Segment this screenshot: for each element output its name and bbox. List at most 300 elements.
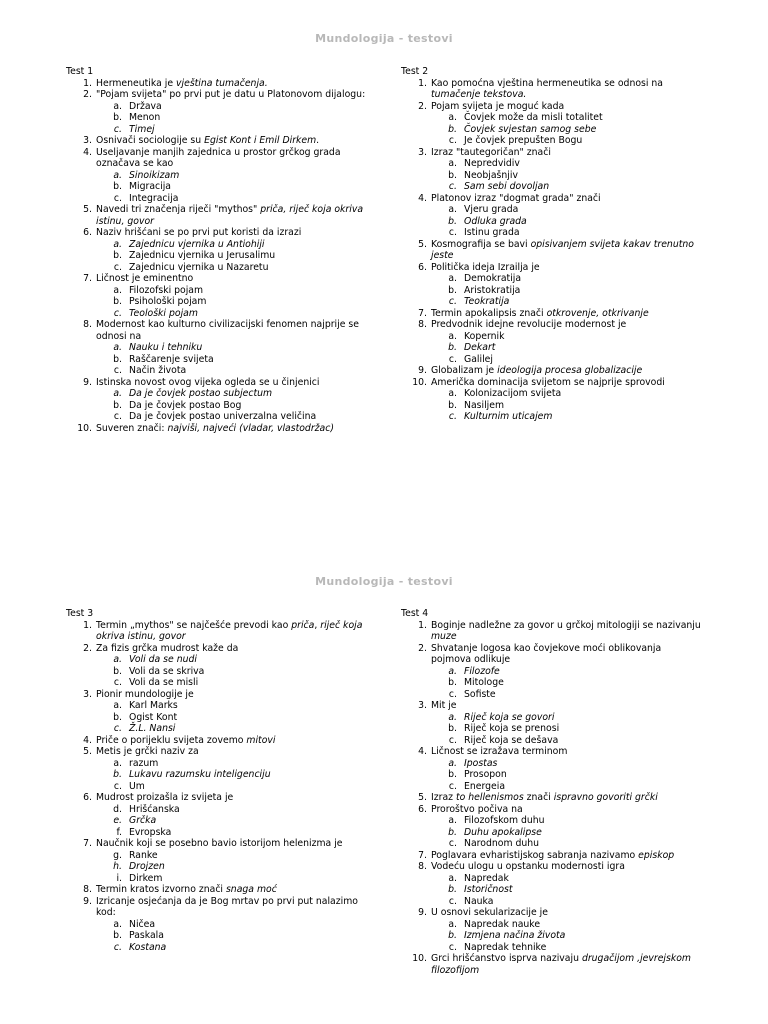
answer-letter: c.: [448, 838, 457, 849]
answer-letter: c.: [113, 365, 122, 376]
question-number: 4.: [83, 146, 92, 158]
question-text-part: znači: [523, 792, 554, 803]
answer-letter: b.: [448, 399, 457, 411]
answer-text: Grčka: [129, 815, 157, 826]
question-text: [431, 193, 601, 204]
question-number: 6.: [418, 261, 427, 273]
answer-option: [431, 712, 701, 724]
answer-text-italic: riječ koja okriva istinu, govor: [96, 619, 363, 642]
test-section: [66, 66, 366, 434]
question-item: [401, 804, 701, 850]
answer-option: [96, 181, 366, 193]
question-text: [96, 227, 301, 238]
answer-text: Riječ koja se dešava: [464, 734, 559, 746]
answer-letter: b.: [113, 250, 122, 261]
question-text: [96, 135, 319, 146]
answer-text: Da je čovjek postao Bog: [129, 399, 242, 411]
answer-letter: c.: [113, 261, 122, 273]
test-section: [401, 608, 701, 976]
answer-option: [431, 296, 701, 308]
answer-letter: b.: [113, 769, 122, 780]
question-number: 9.: [418, 365, 427, 376]
question-number: 1.: [418, 619, 427, 631]
answer-list: [431, 158, 701, 193]
question-text: [431, 907, 548, 918]
answer-letter: b.: [448, 769, 457, 780]
answer-list: [431, 758, 701, 793]
answer-list: [431, 815, 701, 850]
answer-list: [431, 273, 701, 308]
question-text: [96, 423, 334, 434]
question-text-part: Navedi tri značenja riječi "mythos": [96, 204, 261, 215]
answer-letter: c.: [448, 780, 457, 792]
answer-text: Lukavu razumsku inteligenciju: [129, 769, 271, 780]
answer-text: Čovjek može da misli totalitet: [464, 112, 603, 123]
answer-text: Narodnom duhu: [464, 838, 540, 849]
answer-text: Napredak: [464, 872, 509, 884]
answer-letter: c.: [113, 941, 122, 953]
answer-list: [431, 712, 701, 747]
answer-text: Filozofe: [464, 665, 500, 677]
answer-letter: d.: [113, 803, 122, 815]
question-text-part: Hermeneutika je: [96, 77, 177, 89]
answer-option: [431, 135, 701, 147]
answer-letter: f.: [116, 826, 122, 838]
answer-text: Zajednicu vjernika u Nazaretu: [129, 261, 269, 273]
answer-option: [431, 273, 701, 285]
question-text-part: Izraz: [431, 792, 456, 803]
answer-option: [431, 331, 701, 343]
question-item: [401, 319, 701, 365]
question-text: [431, 850, 674, 861]
answer-list: [96, 804, 366, 839]
question-text: [431, 700, 457, 711]
answer-letter: a.: [113, 100, 122, 112]
question-item: [66, 792, 366, 838]
question-number: 5.: [83, 204, 92, 215]
answer-text: Čovjek svjestan samog sebe: [464, 123, 597, 135]
answer-list: [96, 654, 366, 689]
question-text: [96, 319, 359, 342]
answer-text: Filozofski pojam: [129, 284, 204, 296]
answer-text: Zajednicu vjernika u Jerusalimu: [129, 250, 276, 261]
answer-text: Način života: [129, 365, 187, 376]
question-item: [66, 884, 366, 896]
question-text-part: Boginje nadležne za govor u grčkoj mitologiji se nazivanju: [431, 619, 701, 631]
answer-text: Kopernik: [464, 330, 505, 342]
question-item: [401, 850, 701, 862]
answer-option: [96, 400, 366, 412]
answer-letter: a.: [448, 204, 457, 215]
answer-option: [96, 308, 366, 320]
answer-option: [96, 101, 366, 113]
answer-option: [96, 942, 366, 954]
answer-letter: b.: [113, 711, 122, 723]
answer-option: [96, 112, 366, 124]
question-text-part: .: [316, 135, 320, 146]
question-list: [401, 78, 701, 423]
question-number: 1.: [418, 77, 427, 89]
answer-text: Izmjena načina života: [464, 930, 566, 941]
answer-option: [431, 769, 701, 781]
answer-text: Kostana: [129, 941, 167, 953]
question-text: [96, 792, 233, 803]
answer-option: [96, 342, 366, 354]
answer-text-italic: najviši, najveći (vladar, vlastodržac): [167, 422, 334, 434]
answer-list: [431, 112, 701, 147]
answer-text: Država: [129, 100, 162, 112]
question-text: [96, 377, 320, 388]
answer-option: [96, 239, 366, 251]
question-item: [66, 135, 366, 147]
question-text: [431, 746, 567, 757]
answer-option: [431, 873, 701, 885]
answer-text: Voli da se skriva: [129, 665, 205, 677]
answer-text-italic: Egist Kont i Emil Dirkem: [204, 135, 317, 146]
question-number: 9.: [418, 907, 427, 918]
answer-letter: c.: [448, 227, 457, 238]
answer-option: [96, 804, 366, 816]
question-number: 5.: [418, 238, 427, 250]
answer-text-italic: vještina tumačenja.: [176, 77, 268, 89]
answer-option: [96, 919, 366, 931]
answer-list: [96, 850, 366, 885]
question-number: 7.: [418, 849, 427, 861]
answer-text: Filozofskom duhu: [464, 815, 545, 826]
answer-letter: a.: [448, 112, 457, 123]
answer-letter: b.: [448, 677, 457, 688]
answer-letter: b.: [448, 169, 457, 181]
answer-text: Ogist Kont: [129, 711, 178, 723]
question-item: [66, 896, 366, 954]
answer-text-italic: muze: [431, 631, 457, 642]
answer-option: [96, 850, 366, 862]
question-text-part: Izraz "tautegoričan" znači: [431, 146, 551, 158]
answer-letter: c.: [113, 677, 122, 688]
answer-letter: c.: [113, 780, 122, 792]
answer-text: Ipostas: [464, 757, 498, 769]
question-text-part: Politička ideja Izrailja je: [431, 261, 540, 273]
question-text-part: U osnovi sekularizacije je: [431, 907, 548, 918]
answer-text: Ranke: [129, 849, 158, 861]
question-text-part: Osnivači sociologije su: [96, 135, 205, 146]
answer-text-italic: otkrovenje, otkrivanje: [546, 307, 649, 319]
answer-text: Migracija: [129, 181, 171, 192]
answer-letter: b.: [448, 930, 457, 941]
question-text-part: Vodeću ulogu u opstanku modernosti igra: [431, 861, 625, 872]
answer-text: Energeia: [464, 780, 506, 792]
question-text: [96, 643, 238, 654]
question-text: [96, 147, 341, 170]
answer-option: [96, 723, 366, 735]
answer-option: [431, 158, 701, 170]
question-text-part: Naučnik koji se posebno bavio istorijom helenizma je: [96, 838, 343, 849]
answer-list: [96, 170, 366, 205]
answer-option: [96, 365, 366, 377]
question-number: 8.: [418, 861, 427, 872]
question-text-part: Istinska novost ovog vijeka ogleda se u činjenici: [96, 376, 320, 388]
answer-text-italic: priča, riječ koja okriva istinu, govor: [96, 204, 364, 227]
answer-option: [431, 124, 701, 136]
answer-option: [96, 262, 366, 274]
answer-list: [431, 873, 701, 908]
question-text: [96, 735, 275, 746]
answer-option: [96, 654, 366, 666]
question-text-part: Kao pomoćna vještina hermeneutika se odnosi na: [431, 77, 663, 89]
answer-option: [431, 388, 701, 400]
answer-letter: c.: [448, 734, 457, 746]
answer-option: [431, 930, 701, 942]
answer-letter: c.: [448, 895, 457, 907]
question-item: [66, 377, 366, 423]
answer-text: Duhu apokalipse: [464, 826, 542, 838]
test-title: Test 2: [401, 66, 429, 77]
question-item: [66, 204, 366, 227]
question-text-part: Za fizis grčka mudrost kaže da: [96, 642, 239, 654]
answer-option: [431, 354, 701, 366]
question-item: [66, 746, 366, 792]
answer-letter: a.: [113, 284, 122, 296]
answer-option: [431, 204, 701, 216]
question-number: 8.: [83, 884, 92, 895]
question-number: 1.: [83, 77, 92, 89]
answer-text: Riječ koja se govori: [464, 711, 555, 723]
answer-letter: b.: [113, 353, 122, 365]
question-list: [66, 78, 366, 435]
question-item: [401, 365, 701, 377]
answer-option: [96, 815, 366, 827]
answer-option: [431, 815, 701, 827]
question-item: [401, 620, 701, 643]
answer-option: [96, 769, 366, 781]
answer-option: [431, 781, 701, 793]
answer-text: Demokratija: [464, 273, 522, 284]
question-text: [431, 319, 626, 330]
answer-text: Dekart: [464, 342, 496, 353]
answer-option: [431, 666, 701, 678]
answer-text: Nauku i tehniku: [129, 342, 203, 353]
question-item: [66, 227, 366, 273]
question-text-part: Globalizam je: [431, 365, 498, 376]
answer-option: [431, 896, 701, 908]
answer-letter: c.: [113, 723, 122, 734]
question-number: 3.: [418, 146, 427, 158]
answer-letter: h.: [113, 861, 122, 872]
question-number: 6.: [83, 792, 92, 803]
answer-option: [96, 700, 366, 712]
question-item: [66, 620, 366, 643]
answer-letter: a.: [113, 654, 122, 665]
answer-letter: c.: [113, 307, 122, 319]
answer-option: [431, 170, 701, 182]
answer-letter: a.: [113, 918, 122, 930]
answer-option: [431, 827, 701, 839]
answer-list: [96, 700, 366, 735]
answer-text: Menon: [129, 112, 161, 123]
test-title: Test 4: [401, 608, 429, 619]
question-text: [431, 78, 663, 101]
question-number: 4.: [418, 192, 427, 204]
answer-letter: a.: [113, 388, 122, 399]
answer-text: Raščarenje svijeta: [129, 353, 214, 365]
question-item: [66, 147, 366, 205]
answer-option: [431, 689, 701, 701]
question-text-part: Suveren znači:: [96, 422, 168, 434]
question-text-part: Predvodnik idejne revolucije modernost je: [431, 319, 627, 330]
question-text-part: Kosmografija se bavi: [431, 238, 531, 250]
answer-letter: a.: [448, 757, 457, 769]
test-section: [66, 608, 366, 953]
answer-letter: c.: [448, 411, 457, 422]
question-number: 8.: [83, 319, 92, 330]
answer-text: Evropska: [129, 826, 172, 838]
answer-text: Da je čovjek postao subjectum: [129, 388, 273, 399]
question-text-part: Modernost kao kulturno civilizacijski fenomen najprije se odnosi na: [96, 319, 359, 342]
answer-text: Timej: [129, 123, 155, 135]
question-text: [96, 78, 268, 89]
question-text-part: ,: [314, 619, 321, 631]
answer-list: [96, 239, 366, 274]
answer-letter: c.: [113, 192, 122, 204]
answer-list: [431, 666, 701, 701]
question-text-part: Poglavara evharistijskog sabranja nazivamo: [431, 849, 639, 861]
answer-text: Teološki pojam: [129, 307, 198, 319]
question-item: [66, 78, 366, 90]
question-text: [96, 89, 365, 100]
answer-text: Aristokratija: [464, 284, 521, 296]
answer-letter: a.: [113, 169, 122, 181]
answer-option: [96, 781, 366, 793]
question-text-part: Izricanje osjećanja da je Bog mrtav po prvi put nalazimo kod:: [96, 895, 358, 918]
answer-option: [431, 285, 701, 297]
question-text: [96, 746, 199, 757]
answer-option: [431, 942, 701, 954]
answer-letter: e.: [113, 815, 122, 826]
answer-list: [431, 388, 701, 423]
answer-letter: b.: [113, 112, 122, 123]
question-item: [401, 700, 701, 746]
answer-text: Galilej: [464, 353, 493, 365]
page-title: Mundologija - testovi: [315, 32, 453, 45]
question-text-part: Naziv hrišćani se po prvi put koristi da izrazi: [96, 227, 302, 238]
answer-option: [96, 677, 366, 689]
page-title: Mundologija - testovi: [315, 575, 453, 588]
question-text-part: "Pojam svijeta" po prvi put je datu u Platonovom dijalogu:: [96, 89, 366, 100]
question-number: 9.: [83, 895, 92, 907]
answer-option: [96, 124, 366, 136]
answer-letter: c.: [448, 135, 457, 146]
answer-letter: a.: [448, 158, 457, 169]
question-text: [431, 262, 540, 273]
question-text: [431, 643, 661, 666]
question-text: [431, 792, 658, 803]
answer-option: [431, 919, 701, 931]
answer-text: razum: [129, 757, 159, 769]
answer-letter: a.: [448, 273, 457, 284]
question-number: 2.: [418, 642, 427, 654]
answer-letter: c.: [448, 941, 457, 953]
answer-list: [431, 204, 701, 239]
answer-text: Nepredvidiv: [464, 158, 520, 169]
answer-option: [96, 354, 366, 366]
answer-text-italic: tumačenje tekstova.: [431, 89, 527, 100]
answer-text-italic: to hellenismos: [455, 792, 524, 803]
question-text: [96, 884, 277, 895]
question-item: [401, 308, 701, 320]
answer-text-italic: priča: [291, 619, 315, 631]
question-item: [401, 193, 701, 239]
answer-text: Kulturnim uticajem: [464, 411, 553, 422]
answer-text: Istoričnost: [464, 884, 513, 895]
answer-text: Sofiste: [464, 688, 496, 700]
test-section: [401, 66, 701, 423]
question-number: 10.: [412, 953, 427, 964]
question-item: [401, 262, 701, 308]
answer-option: [96, 388, 366, 400]
question-text-part: Ličnost se izražava terminom: [431, 746, 568, 757]
question-item: [66, 423, 366, 435]
answer-option: [96, 827, 366, 839]
answer-letter: g.: [113, 849, 122, 861]
answer-text: Je čovjek prepušten Bogu: [464, 135, 583, 146]
answer-list: [431, 919, 701, 954]
answer-letter: a.: [113, 700, 122, 711]
question-number: 5.: [418, 792, 427, 803]
question-number: 5.: [83, 746, 92, 757]
answer-text: Karl Marks: [129, 700, 178, 711]
question-text-part: Mit je: [431, 700, 457, 711]
question-text: [431, 101, 564, 112]
question-item: [401, 239, 701, 262]
question-number: 7.: [83, 838, 92, 849]
answer-option: [431, 216, 701, 228]
question-number: 8.: [418, 319, 427, 330]
question-number: 2.: [418, 100, 427, 112]
question-item: [401, 78, 701, 101]
question-item: [401, 643, 701, 701]
question-text-part: Platonov izraz "dogmat grada" znači: [431, 192, 601, 204]
answer-list: [96, 285, 366, 320]
answer-list: [96, 758, 366, 793]
question-item: [401, 377, 701, 423]
answer-text-italic: ispravno govoriti grčki: [553, 792, 658, 803]
question-item: [66, 273, 366, 319]
answer-option: [431, 677, 701, 689]
question-text-part: Priče o porijeklu svijeta zovemo: [96, 734, 247, 746]
answer-option: [96, 873, 366, 885]
question-text: [431, 239, 694, 262]
answer-option: [96, 758, 366, 770]
answer-list: [96, 101, 366, 136]
answer-letter: b.: [113, 930, 122, 941]
answer-option: [431, 181, 701, 193]
answer-text-italic: opisivanjem svijeta kakav trenutno jeste: [431, 238, 694, 261]
answer-text: Voli da se misli: [129, 677, 199, 688]
question-item: [66, 319, 366, 377]
answer-option: [96, 411, 366, 423]
question-text: [431, 147, 551, 158]
answer-letter: b.: [448, 215, 457, 227]
answer-option: [431, 735, 701, 747]
question-text: [96, 273, 193, 284]
question-list: [66, 620, 366, 954]
question-text: [431, 861, 625, 872]
question-text: [431, 953, 691, 976]
answer-text-italic: snaga moć: [225, 884, 277, 895]
question-number: 2.: [83, 642, 92, 654]
answer-option: [431, 112, 701, 124]
question-item: [66, 89, 366, 135]
